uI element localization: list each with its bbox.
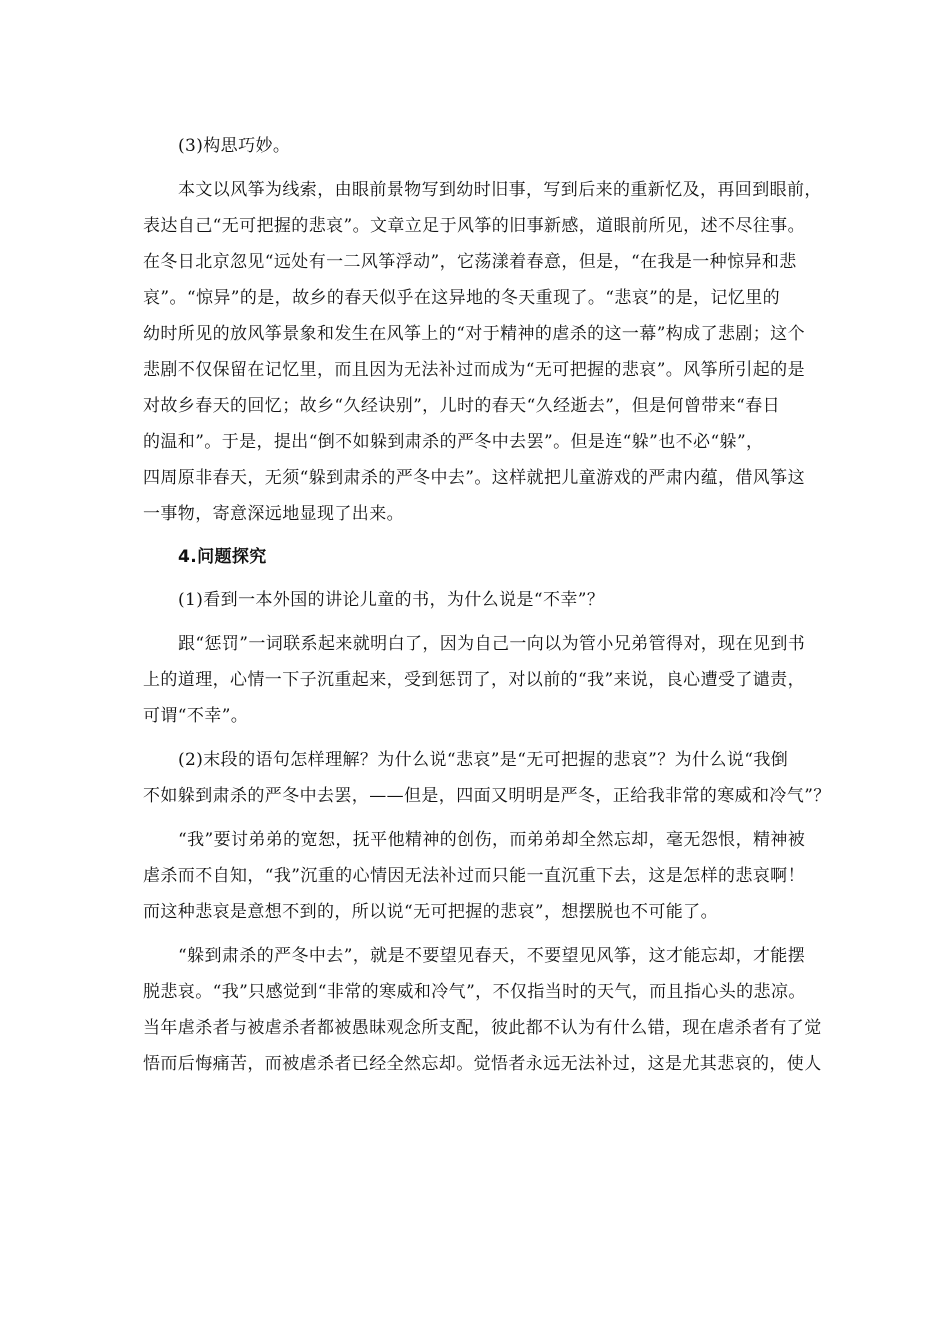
paragraph-line: 本文以风筝为线索，由眼前景物写到幼时旧事，写到后来的重新忆及，再回到眼前， (178, 180, 822, 200)
paragraph-line: 四周原非春天，无须“躲到肃杀的严冬中去”。这样就把儿童游戏的严肃内蕴，借风筝这 (143, 468, 805, 488)
paragraph-line: 的温和”。于是，提出“倒不如躲到肃杀的严冬中去罢”。但是连“躲”也不必“躲”， (143, 432, 764, 452)
paragraph-line: “躲到肃杀的严冬中去”，就是不要望见春天，不要望见风筝，这才能忘却，才能摆 (178, 946, 806, 966)
question-2-line: 不如躲到肃杀的严冬中去罢，——但是，四面又明明是严冬，正给我非常的寒威和冷气”？ (143, 786, 831, 806)
paragraph-line: 跟“惩罚”一词联系起来就明白了，因为自己一向以为管小兄弟管得对，现在见到书 (178, 634, 806, 654)
paragraph-line: 可谓“不幸”。 (143, 706, 249, 726)
paragraph-line: 在冬日北京忽见“远处有一二风筝浮动”，它荡漾着春意，但是，“在我是一种惊异和悲 (143, 252, 797, 272)
subheading-3: (3)构思巧妙。 (178, 136, 291, 156)
paragraph-line: 脱悲哀。“我”只感觉到“非常的寒威和冷气”，不仅指当时的天气，而且指心头的悲凉。 (143, 982, 806, 1002)
paragraph-line: 悲剧不仅保留在记忆里，而且因为无法补过而成为“无可把握的悲哀”。风筝所引起的是 (143, 360, 805, 380)
paragraph-line: 表达自己“无可把握的悲哀”。文章立足于风筝的旧事新感，道眼前所见，述不尽往事。 (143, 216, 805, 236)
question-1: (1)看到一本外国的讲论儿童的书，为什么说是“不幸”？ (178, 590, 605, 610)
paragraph-line: 一事物，寄意深远地显现了出来。 (143, 504, 404, 524)
question-2: (2)末段的语句怎样理解？为什么说“悲哀”是“无可把握的悲哀”？为什么说“我倒 (178, 750, 789, 770)
paragraph-line: 对故乡春天的回忆；故乡“久经诀别”，儿时的春天“久经逝去”，但是何曾带来“春日 (143, 396, 781, 416)
paragraph-line: 而这种悲哀是意想不到的，所以说“无可把握的悲哀”，想摆脱也不可能了。 (143, 902, 718, 922)
paragraph-line: “我”要讨弟弟的宽恕，抚平他精神的创伤，而弟弟却全然忘却，毫无怨恨，精神被 (178, 830, 806, 850)
section-heading: 4.问题探究 (178, 547, 267, 567)
paragraph-line: 幼时所见的放风筝景象和发生在风筝上的“对于精神的虐杀的这一幕”构成了悲剧；这个 (143, 324, 805, 344)
paragraph-line: 上的道理，心情一下子沉重起来，受到惩罚了，对以前的“我”来说，良心遭受了谴责， (143, 670, 805, 690)
paragraph-line: 虐杀而不自知，“我”沉重的心情因无法补过而只能一直沉重下去，这是怎样的悲哀啊！ (143, 866, 805, 886)
paragraph-line: 哀”。“惊异”的是，故乡的春天似乎在这异地的冬天重现了。“悲哀”的是，记忆里的 (143, 288, 781, 308)
paragraph-line: 当年虐杀者与被虐杀者都被愚昧观念所支配，彼此都不认为有什么错，现在虐杀者有了觉 (143, 1018, 822, 1038)
paragraph-line: 悟而后悔痛苦，而被虐杀者已经全然忘却。觉悟者永远无法补过，这是尤其悲哀的，使人 (143, 1054, 822, 1074)
